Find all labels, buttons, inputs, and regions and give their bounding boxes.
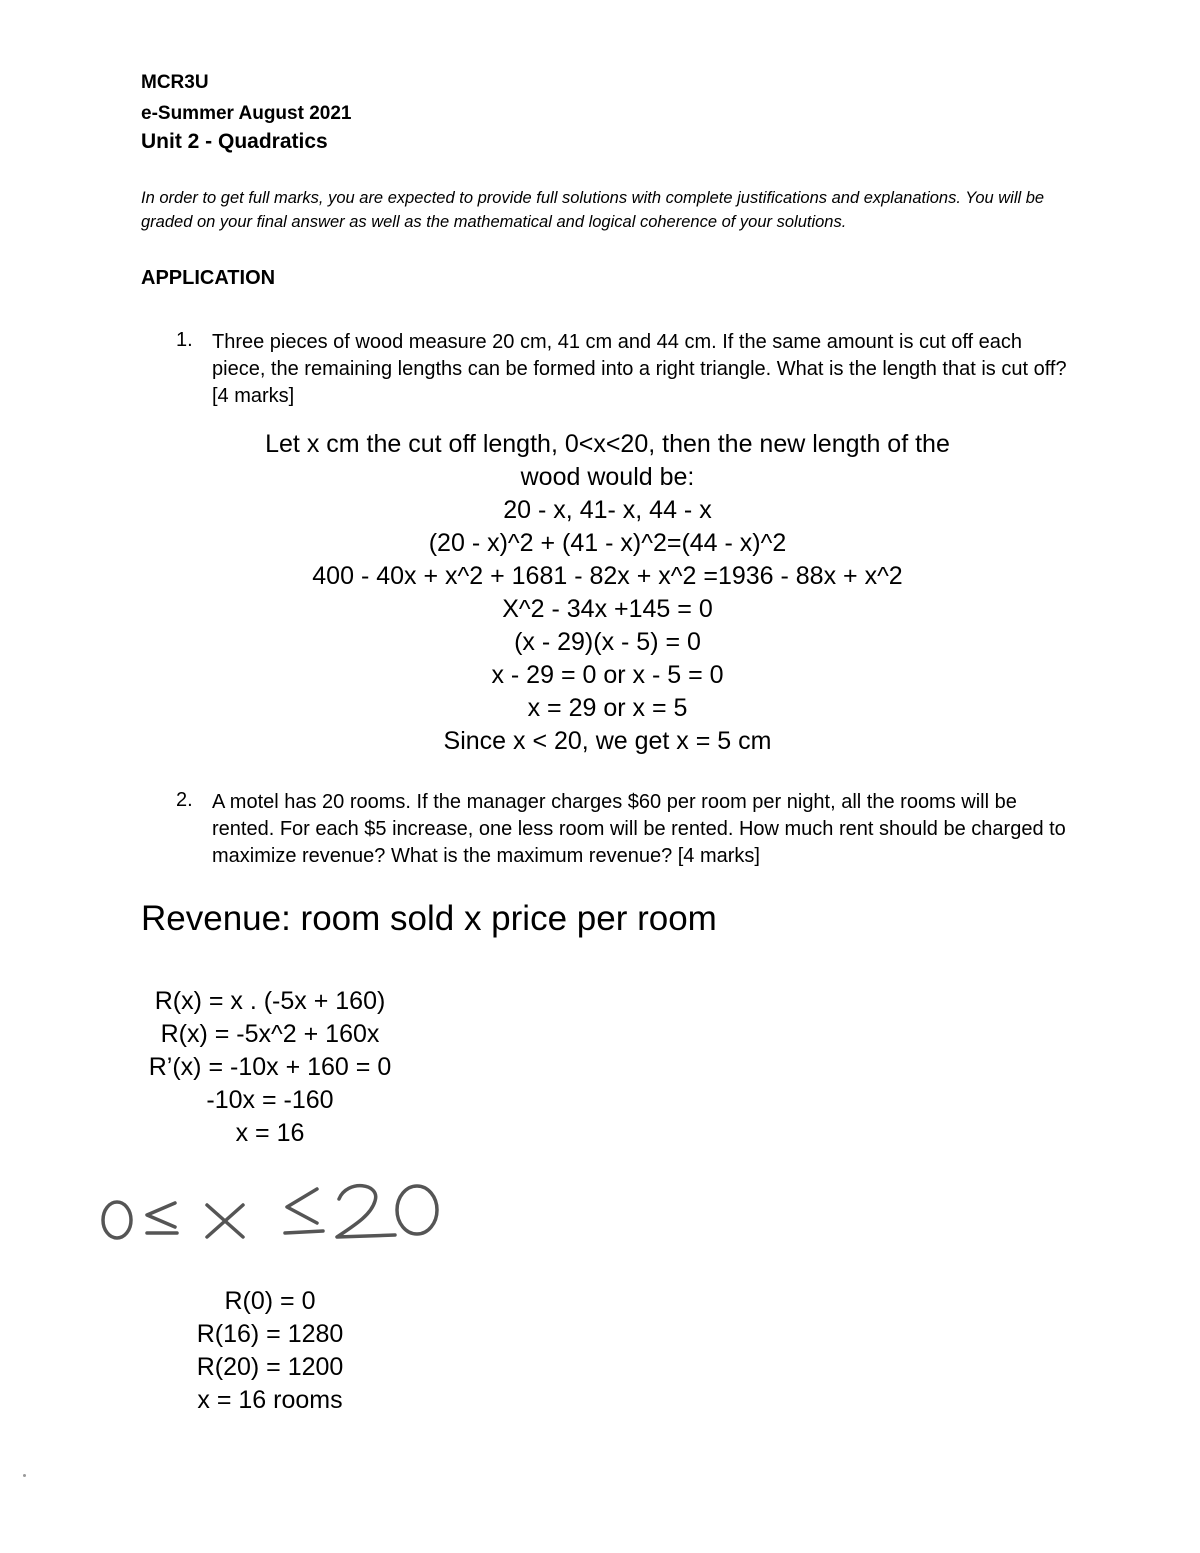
question-2-derivation	[120, 985, 420, 1150]
solution-line: (x - 29)(x - 5) = 0	[514, 628, 701, 656]
derivation-line: R(x) = x . (-5x + 160)	[154, 987, 386, 1015]
solution-line: Since x < 20, we get x = 5 cm	[443, 727, 772, 755]
solution-line: X^2 - 34x +145 = 0	[502, 595, 713, 623]
derivation-line: R(x) = -5x^2 + 160x	[160, 1020, 380, 1048]
handwritten-domain	[95, 1175, 455, 1245]
solution-line: wood would be:	[520, 463, 695, 491]
question-2-evaluations	[170, 1285, 370, 1417]
question-1-text: Three pieces of wood measure 20 cm, 41 cm and 44 cm. If the same amount is cut off each piece, the remaining lengths can be formed into a right triangle. What is the length that is cut off? [4 marks]	[212, 331, 1067, 407]
term-label: e-Summer August 2021	[141, 103, 352, 124]
solution-line: x - 29 = 0 or x - 5 = 0	[491, 661, 724, 689]
section-title: APPLICATION	[141, 267, 276, 289]
evaluation-line: R(20) = 1200	[196, 1353, 344, 1381]
unit-title: Unit 2 - Quadratics	[141, 130, 328, 153]
solution-line: x = 29 or x = 5	[527, 694, 688, 722]
evaluation-line: x = 16 rooms	[197, 1386, 343, 1414]
question-2-text: A motel has 20 rooms. If the manager charges $60 per room per night, all the rooms will be rented. For each $5 increase, one less room will be rented. How much rent should be charged to maximize revenue? What is the maximum revenue? [4 marks]	[212, 791, 1066, 867]
handwritten-leq	[147, 1203, 177, 1233]
handwritten-leq	[285, 1189, 323, 1233]
solution-line: 20 - x, 41- x, 44 - x	[503, 496, 712, 524]
solution-line: 400 - 40x + x^2 + 1681 - 82x + x^2 =1936 - 88x + x^2	[312, 562, 903, 590]
handwritten-zero	[397, 1186, 437, 1234]
course-code: MCR3U	[141, 72, 209, 93]
stray-dot	[23, 1474, 26, 1477]
handwritten-x	[207, 1205, 243, 1237]
question-1-number: 1.	[176, 329, 193, 351]
handwritten-zero	[103, 1202, 131, 1238]
evaluation-line: R(0) = 0	[224, 1287, 316, 1315]
revenue-heading: Revenue: room sold x price per room	[141, 899, 717, 938]
derivation-line: -10x = -160	[206, 1086, 334, 1114]
instructions: In order to get full marks, you are expected to provide full solutions with complete justifications and explanations. You will be graded on your final answer as well as the mathematical and logical coherence of your solutions.	[141, 189, 1045, 231]
derivation-line: x = 16	[235, 1119, 305, 1147]
evaluation-line: R(16) = 1280	[196, 1320, 344, 1348]
question-1-solution	[160, 428, 1055, 758]
solution-line: Let x cm the cut off length, 0<x<20, then the new length of the	[265, 430, 950, 458]
handwritten-two	[337, 1186, 395, 1237]
question-2-number: 2.	[176, 789, 193, 811]
derivation-line: R’(x) = -10x + 160 = 0	[148, 1053, 392, 1081]
solution-line: (20 - x)^2 + (41 - x)^2=(44 - x)^2	[428, 529, 787, 557]
